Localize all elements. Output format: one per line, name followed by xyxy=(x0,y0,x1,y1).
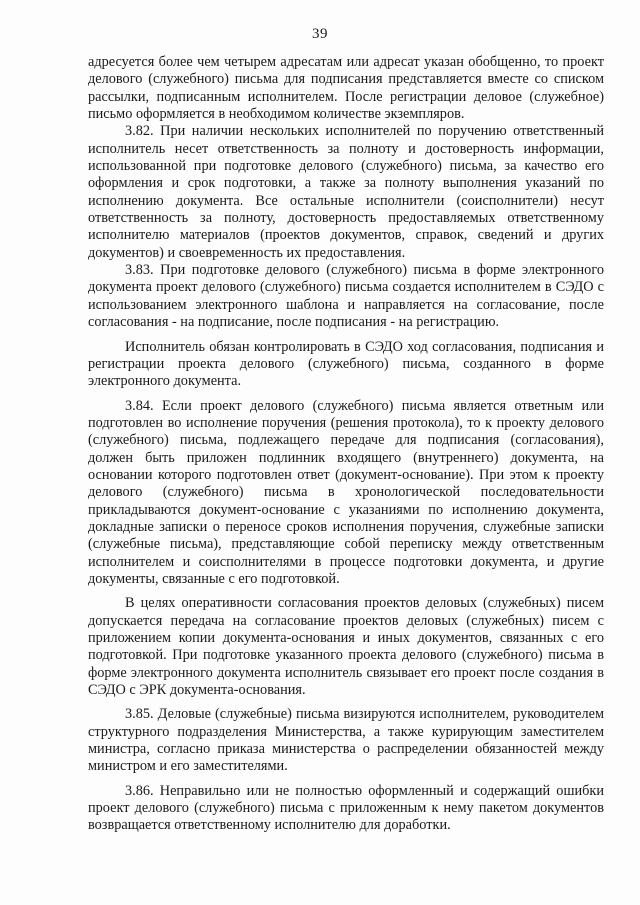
page-number: 39 xyxy=(312,26,328,42)
paragraph-3-86: 3.86. Неправильно или не полностью оформленный и содержащий ошибки проект делового (служебного) письма с приложенным к нему пакетом документов возвращается ответственному исполнителю для доработки. xyxy=(88,782,604,834)
paragraph-efficiency: В целях оперативности согласования проектов деловых (служебных) писем допускается передача на согласование проектов деловых (служебных) писем с приложением копии документа-основания и иных документов, связанных с его подготовкой. При подготовке указанного проекта делового (служебного) письма в форме электронного документа исполнитель связывает его проект после создания в СЭДО с ЭРК документа-основания. xyxy=(88,595,604,699)
document-body xyxy=(88,54,604,835)
paragraph-3-84: 3.84. Если проект делового (служебного) письма является ответным или подготовлен во исполнение поручения (решения протокола), то к проекту делового (служебного) письма, подлежащего передаче для подписания (согласования), должен быть приложен подлинник входящего (внутреннего) документа, на основании которого подготовлен ответ (документ-основание). При этом к проекту делового (служебного) письма в хронологической последовательности прикладываются документ-основание с указаниями по исполнению документа, докладные записки о переносе сроков исполнения поручения, служебные записки (служебные письма), представляющие собой переписку между ответственным исполнителем и соисполнителями в процессе подготовки документа, и другие документы, связанные с его подготовкой. xyxy=(88,397,604,587)
paragraph-3-83: 3.83. При подготовке делового (служебного) письма в форме электронного документа проект делового (служебного) письма создается исполнителем в СЭДО с использованием электронного шаблона и направляется на согласование, после согласования - на подписание, после подписания - на регистрацию. xyxy=(88,262,604,331)
paragraph-continuation: адресуется более чем четырем адресатам или адресат указан обобщенно, то проект делового (служебного) письма для подписания представляется вместе со списком рассылки, подписанным исполнителем. После регистрации деловое (служебное) письмо оформляется в необходимом количестве экземпляров. xyxy=(88,54,604,123)
paragraph-executor-control: Исполнитель обязан контролировать в СЭДО ход согласования, подписания и регистрации проекта делового (служебного) письма, созданного в форме электронного документа. xyxy=(88,338,604,390)
paragraph-3-85: 3.85. Деловые (служебные) письма визируются исполнителем, руководителем структурного подразделения Министерства, а также курирующим заместителем министра, согласно приказа министерства о распределении обязанностей между министром и его заместителями. xyxy=(88,706,604,775)
paragraph-3-82: 3.82. При наличии нескольких исполнителей по поручению ответственный исполнитель несет ответственность за полноту и достоверность информации, использованной при подготовке делового (служебного) письма, за качество его оформления и срок подготовки, а также за полноту выполнения указаний по исполнению документа. Все остальные исполнители (соисполнители) несут ответственность за полноту, достоверность предоставляемых ответственному исполнителю материалов (проектов документов, справок, сведений и других документов) и своевременность их предоставления. xyxy=(88,123,604,261)
